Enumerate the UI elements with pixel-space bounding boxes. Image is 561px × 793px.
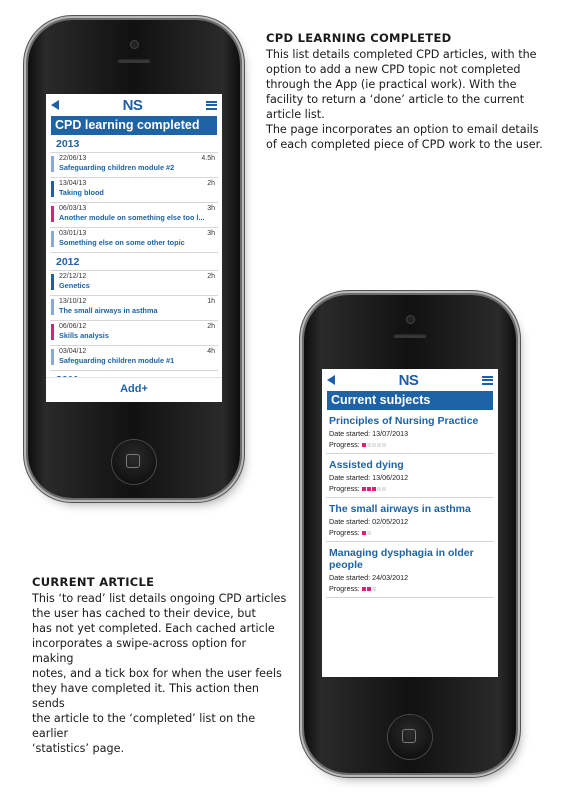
back-arrow-icon[interactable] [327, 375, 335, 385]
completed-list [46, 135, 222, 402]
entry-date: 03/01/13 [59, 230, 87, 237]
date-label: Date started: [329, 429, 371, 438]
progress-segment [362, 587, 366, 591]
subject-title[interactable]: Principles of Nursing Practice [329, 415, 479, 427]
progress-indicator [362, 487, 387, 491]
subject-item[interactable] [326, 498, 494, 542]
subject-item[interactable] [326, 410, 494, 454]
entry-duration: 4h [207, 348, 215, 355]
current-annotation-line: incorporates a swipe-across option for making [32, 637, 247, 665]
app-screen-current [322, 369, 498, 677]
date-label: Date started: [329, 473, 371, 482]
progress-segment [382, 487, 386, 491]
category-tag [51, 324, 54, 340]
progress-segment [362, 443, 366, 447]
category-tag [51, 231, 54, 247]
progress-segment [367, 487, 371, 491]
date-label: Date started: [329, 517, 371, 526]
year-header: 2012 [50, 253, 218, 271]
progress-indicator [362, 443, 387, 447]
progress-segment [372, 443, 376, 447]
current-article-annotation [32, 575, 287, 756]
progress-label: Progress: [329, 484, 360, 493]
progress-segment [377, 443, 381, 447]
nav-bar [322, 369, 498, 391]
nav-bar [46, 94, 222, 116]
subject-progress [329, 484, 491, 493]
category-tag [51, 156, 54, 172]
current-annotation-line: notes, and a tick box for when the user feels [32, 667, 282, 680]
entry-date: 03/04/12 [59, 348, 87, 355]
subject-list [322, 410, 498, 598]
menu-icon[interactable] [482, 376, 493, 385]
page-title: CPD learning completed [51, 116, 217, 135]
cpd-annotation-line: of each completed piece of CPD work to the user. [266, 138, 543, 151]
progress-indicator [362, 587, 377, 591]
camera-icon [131, 41, 138, 48]
list-item[interactable] [50, 271, 218, 296]
progress-segment [372, 487, 376, 491]
cpd-annotation-line: through the App (ie practical work). With the [266, 78, 517, 91]
entry-title: Taking blood [59, 188, 104, 197]
cpd-annotation-line: The page incorporates an option to email details [266, 123, 539, 136]
progress-segment [362, 531, 366, 535]
date-value: 02/05/2012 [372, 517, 409, 526]
progress-label: Progress: [329, 584, 360, 593]
category-tag [51, 274, 54, 290]
app-logo[interactable]: NS [122, 96, 143, 114]
progress-segment [362, 487, 366, 491]
progress-segment [377, 487, 381, 491]
list-item[interactable] [50, 178, 218, 203]
back-arrow-icon[interactable] [51, 100, 59, 110]
current-annotation-line: the user has cached to their device, but [32, 607, 256, 620]
entry-date: 22/12/12 [59, 273, 87, 280]
entry-duration: 3h [207, 230, 215, 237]
list-item[interactable] [50, 203, 218, 228]
home-button[interactable] [112, 440, 156, 484]
phone-mockup-completed [28, 20, 240, 498]
progress-segment [372, 587, 376, 591]
cpd-annotation-line: article list. [266, 108, 325, 121]
subject-date [329, 517, 491, 526]
progress-segment [367, 443, 371, 447]
category-tag [51, 206, 54, 222]
date-value: 13/06/2012 [372, 473, 409, 482]
current-annotation-line: has not yet completed. Each cached article [32, 622, 275, 635]
subject-title[interactable]: The small airways in asthma [329, 503, 471, 515]
subject-item[interactable] [326, 454, 494, 498]
cpd-annotation [266, 31, 546, 152]
cpd-annotation-heading: CPD LEARNING COMPLETED [266, 31, 452, 45]
list-item[interactable] [50, 321, 218, 346]
entry-date: 22/06/13 [59, 155, 87, 162]
entry-duration: 1h [207, 298, 215, 305]
progress-segment [367, 531, 371, 535]
phone-mockup-current [304, 295, 516, 773]
subject-progress [329, 584, 491, 593]
camera-icon [407, 316, 414, 323]
subject-title[interactable]: Managing dysphagia in older people [329, 547, 474, 571]
progress-segment [367, 587, 371, 591]
current-annotation-line: This ‘to read’ list details ongoing CPD articles [32, 592, 287, 605]
cpd-annotation-line: option to add a new CPD topic not completed [266, 63, 521, 76]
entry-date: 06/03/13 [59, 205, 87, 212]
speaker-grille [393, 333, 427, 338]
progress-label: Progress: [329, 440, 360, 449]
subject-date [329, 473, 491, 482]
entry-title: Genetics [59, 281, 90, 290]
current-annotation-line: the article to the ‘completed’ list on the earlier [32, 712, 256, 740]
entry-date: 13/10/12 [59, 298, 87, 305]
list-item[interactable] [50, 296, 218, 321]
entry-title: Skills analysis [59, 331, 109, 340]
entry-duration: 2h [207, 323, 215, 330]
subject-progress [329, 528, 491, 537]
entry-title: Another module on something else too l... [59, 213, 205, 222]
date-value: 24/03/2012 [372, 573, 409, 582]
app-screen-completed [46, 94, 222, 402]
entry-date: 06/06/12 [59, 323, 87, 330]
category-tag [51, 181, 54, 197]
entry-duration: 2h [207, 273, 215, 280]
app-logo[interactable]: NS [398, 371, 419, 389]
subject-title[interactable]: Assisted dying [329, 459, 404, 471]
list-item[interactable] [50, 346, 218, 371]
home-button[interactable] [388, 715, 432, 759]
category-tag [51, 299, 54, 315]
list-item[interactable] [50, 228, 218, 253]
entry-title: The small airways in asthma [59, 306, 158, 315]
progress-segment [382, 443, 386, 447]
entry-duration: 3h [207, 205, 215, 212]
current-annotation-line: they have completed it. This action then sends [32, 682, 259, 710]
subject-item[interactable] [326, 542, 494, 598]
speaker-grille [117, 58, 151, 63]
menu-icon[interactable] [206, 101, 217, 110]
cpd-annotation-line: This list details completed CPD articles, with the [266, 48, 537, 61]
date-value: 13/07/2013 [372, 429, 409, 438]
subject-date [329, 573, 491, 582]
progress-indicator [362, 531, 372, 535]
entry-duration: 4.5h [201, 155, 215, 162]
page-title: Current subjects [327, 391, 493, 410]
entry-title: Safeguarding children module #1 [59, 356, 175, 365]
year-header: 2013 [50, 135, 218, 153]
progress-label: Progress: [329, 528, 360, 537]
current-annotation-line: ‘statistics’ page. [32, 742, 125, 755]
entry-title: Safeguarding children module #2 [59, 163, 175, 172]
subject-date [329, 429, 491, 438]
current-annotation-heading: CURRENT ARTICLE [32, 575, 155, 589]
date-label: Date started: [329, 573, 371, 582]
list-item[interactable] [50, 153, 218, 178]
entry-title: Something else on some other topic [59, 238, 185, 247]
category-tag [51, 349, 54, 365]
entry-date: 13/04/13 [59, 180, 87, 187]
subject-progress [329, 440, 491, 449]
cpd-annotation-line: facility to return a ‘done’ article to the current [266, 93, 525, 106]
add-button[interactable]: Add+ [46, 377, 222, 402]
entry-duration: 2h [207, 180, 215, 187]
